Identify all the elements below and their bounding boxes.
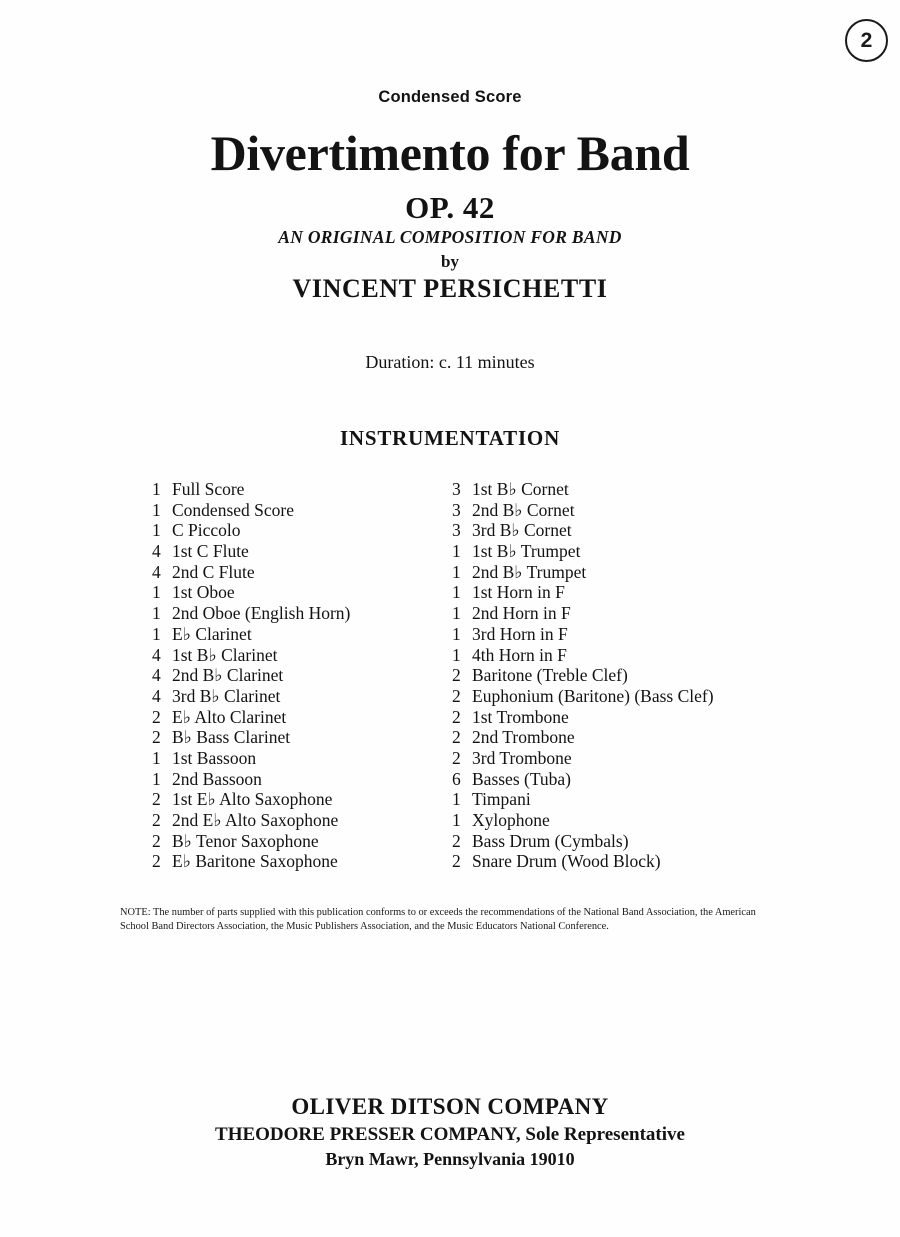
instrument-row <box>452 748 714 769</box>
instrument-label: E♭ Clarinet <box>172 623 252 644</box>
instrument-count: 1 <box>152 520 161 541</box>
instrument-count: 1 <box>452 582 461 603</box>
instrument-column-left <box>152 479 350 872</box>
instrument-count: 1 <box>452 561 461 582</box>
instrument-label: 1st B♭ Clarinet <box>172 644 278 665</box>
instrument-count: 1 <box>452 810 461 830</box>
instrument-label: 3rd Trombone <box>472 747 572 768</box>
instrument-column-right <box>452 479 714 872</box>
instrument-count: 1 <box>452 603 461 624</box>
instrument-count: 4 <box>152 561 161 582</box>
instrument-count: 2 <box>452 727 461 748</box>
instrument-label: Baritone (Treble Clef) <box>472 665 628 686</box>
instrument-count: 1 <box>452 623 461 644</box>
instrument-count: 4 <box>152 665 161 686</box>
instrument-count: 1 <box>152 582 161 603</box>
instrument-count: 2 <box>452 830 461 851</box>
instrument-label: 1st Bassoon <box>172 747 257 768</box>
instrument-label: Condensed Score <box>172 499 294 520</box>
instrument-count: 1 <box>452 541 461 562</box>
instrument-row <box>152 603 350 624</box>
subtitle: AN ORIGINAL COMPOSITION FOR BAND <box>278 227 622 247</box>
instrument-label: 2nd Trombone <box>472 727 575 748</box>
instrument-row <box>152 541 350 562</box>
instrument-label: Full Score <box>172 479 245 499</box>
instrument-count: 1 <box>452 789 461 810</box>
instrument-row <box>452 810 714 831</box>
composer-name: VINCENT PERSICHETTI <box>292 274 608 303</box>
instrument-row <box>152 582 350 603</box>
instrument-row <box>152 748 350 769</box>
instrument-row <box>152 810 350 831</box>
publisher-block <box>0 1093 900 1172</box>
instrument-row <box>452 541 714 562</box>
instrument-count: 1 <box>152 768 161 789</box>
instrument-label: 1st Oboe <box>172 582 235 603</box>
instrument-count: 2 <box>452 706 461 727</box>
instrument-count: 2 <box>152 851 161 872</box>
page-number-badge: 2 <box>845 19 888 62</box>
instrument-row <box>452 707 714 728</box>
instrument-row <box>152 831 350 852</box>
instrument-row <box>452 686 714 707</box>
instrument-row <box>452 727 714 748</box>
instrument-label: E♭ Alto Clarinet <box>172 706 287 727</box>
instrument-count: 1 <box>452 644 461 665</box>
publisher-name: OLIVER DITSON COMPANY <box>291 1094 609 1119</box>
instrument-label: 3rd Horn in F <box>472 623 568 644</box>
instrument-count: 2 <box>152 810 161 830</box>
instrument-row <box>452 831 714 852</box>
instrument-row <box>152 562 350 583</box>
instrument-label: 2nd B♭ Cornet <box>472 499 575 520</box>
instrument-label: Basses (Tuba) <box>472 768 572 789</box>
instrument-row <box>452 520 714 541</box>
instrument-count: 1 <box>152 603 161 624</box>
by-label: by <box>441 252 459 271</box>
instrument-count: 2 <box>152 830 161 851</box>
instrument-row <box>152 851 350 872</box>
instrument-count: 3 <box>452 479 461 499</box>
instrument-row <box>452 665 714 686</box>
instrument-label: 1st Trombone <box>472 706 569 727</box>
instrument-row <box>452 562 714 583</box>
instrument-row <box>452 769 714 790</box>
instrument-count: 1 <box>152 479 161 499</box>
instrument-label: 2nd B♭ Clarinet <box>172 665 284 686</box>
instrument-count: 2 <box>452 685 461 706</box>
instrument-label: 1st Horn in F <box>472 582 565 603</box>
score-type-label: Condensed Score <box>378 88 522 106</box>
instrument-row <box>452 645 714 666</box>
publisher-address: Bryn Mawr, Pennsylvania 19010 <box>325 1149 575 1170</box>
instrument-label: Bass Drum (Cymbals) <box>472 830 629 851</box>
instrument-row <box>452 582 714 603</box>
instrument-count: 2 <box>452 851 461 872</box>
instrument-count: 1 <box>152 747 161 768</box>
instrument-count: 2 <box>152 727 161 748</box>
instrument-row <box>152 727 350 748</box>
instrument-row <box>152 707 350 728</box>
publisher-representative: THEODORE PRESSER COMPANY, Sole Representative <box>215 1123 685 1145</box>
duration-text: Duration: c. 11 minutes <box>365 352 535 372</box>
instrument-row <box>152 500 350 521</box>
instrument-count: 6 <box>452 768 461 789</box>
instrument-label: Xylophone <box>472 810 550 830</box>
note-paragraph: NOTE: The number of parts supplied with this publication conforms to or exceeds the recommendations of the National Band Association, the American School Band Directors Association, the Music Publishers Association, and the Music Educators National Conference. <box>120 907 756 933</box>
instrument-row <box>152 769 350 790</box>
opus-number: OP. 42 <box>405 190 495 225</box>
instrument-label: B♭ Tenor Saxophone <box>172 830 319 851</box>
instrument-label: 1st B♭ Cornet <box>472 479 569 499</box>
instrument-label: 2nd Horn in F <box>472 603 571 624</box>
instrument-row <box>452 479 714 500</box>
instrument-label: 3rd B♭ Cornet <box>472 520 572 541</box>
instrument-row <box>152 479 350 500</box>
instrument-label: 2nd Oboe (English Horn) <box>172 603 351 624</box>
instrument-label: 3rd B♭ Clarinet <box>172 685 281 706</box>
instrument-count: 3 <box>452 520 461 541</box>
instrument-label: E♭ Baritone Saxophone <box>172 851 338 872</box>
instrument-label: B♭ Bass Clarinet <box>172 727 291 748</box>
instrument-label: 1st B♭ Trumpet <box>472 541 581 562</box>
instrument-count: 2 <box>452 665 461 686</box>
instrumentation-heading: INSTRUMENTATION <box>339 426 561 450</box>
instrument-label: 2nd E♭ Alto Saxophone <box>172 810 339 830</box>
instrument-count: 1 <box>152 623 161 644</box>
instrument-count: 2 <box>152 789 161 810</box>
instrument-row <box>152 665 350 686</box>
instrument-row <box>152 520 350 541</box>
instrument-label: 1st C Flute <box>172 541 249 562</box>
instrument-label: Snare Drum (Wood Block) <box>472 851 661 872</box>
instrument-row <box>452 789 714 810</box>
instrument-label: 2nd C Flute <box>172 561 255 582</box>
instrument-count: 4 <box>152 685 161 706</box>
instrument-label: 1st E♭ Alto Saxophone <box>172 789 333 810</box>
instrument-label: 2nd B♭ Trumpet <box>472 561 587 582</box>
instrument-count: 4 <box>152 644 161 665</box>
instrument-count: 4 <box>152 541 161 562</box>
instrument-label: 4th Horn in F <box>472 644 567 665</box>
instrument-row <box>152 645 350 666</box>
instrument-row <box>452 624 714 645</box>
instrument-label: 2nd Bassoon <box>172 768 262 789</box>
instrument-row <box>452 851 714 872</box>
instrument-count: 2 <box>452 747 461 768</box>
instrument-count: 3 <box>452 499 461 520</box>
instrument-row <box>152 686 350 707</box>
instrument-row <box>452 603 714 624</box>
instrument-row <box>152 789 350 810</box>
instrumentation-lists <box>0 479 900 872</box>
instrument-label: C Piccolo <box>172 520 241 541</box>
instrument-label: Euphonium (Baritone) (Bass Clef) <box>472 685 714 706</box>
instrument-row <box>452 500 714 521</box>
page-title: Divertimento for Band <box>210 125 690 181</box>
instrument-row <box>152 624 350 645</box>
instrument-count: 1 <box>152 499 161 520</box>
instrument-label: Timpani <box>472 789 531 810</box>
instrument-count: 2 <box>152 706 161 727</box>
